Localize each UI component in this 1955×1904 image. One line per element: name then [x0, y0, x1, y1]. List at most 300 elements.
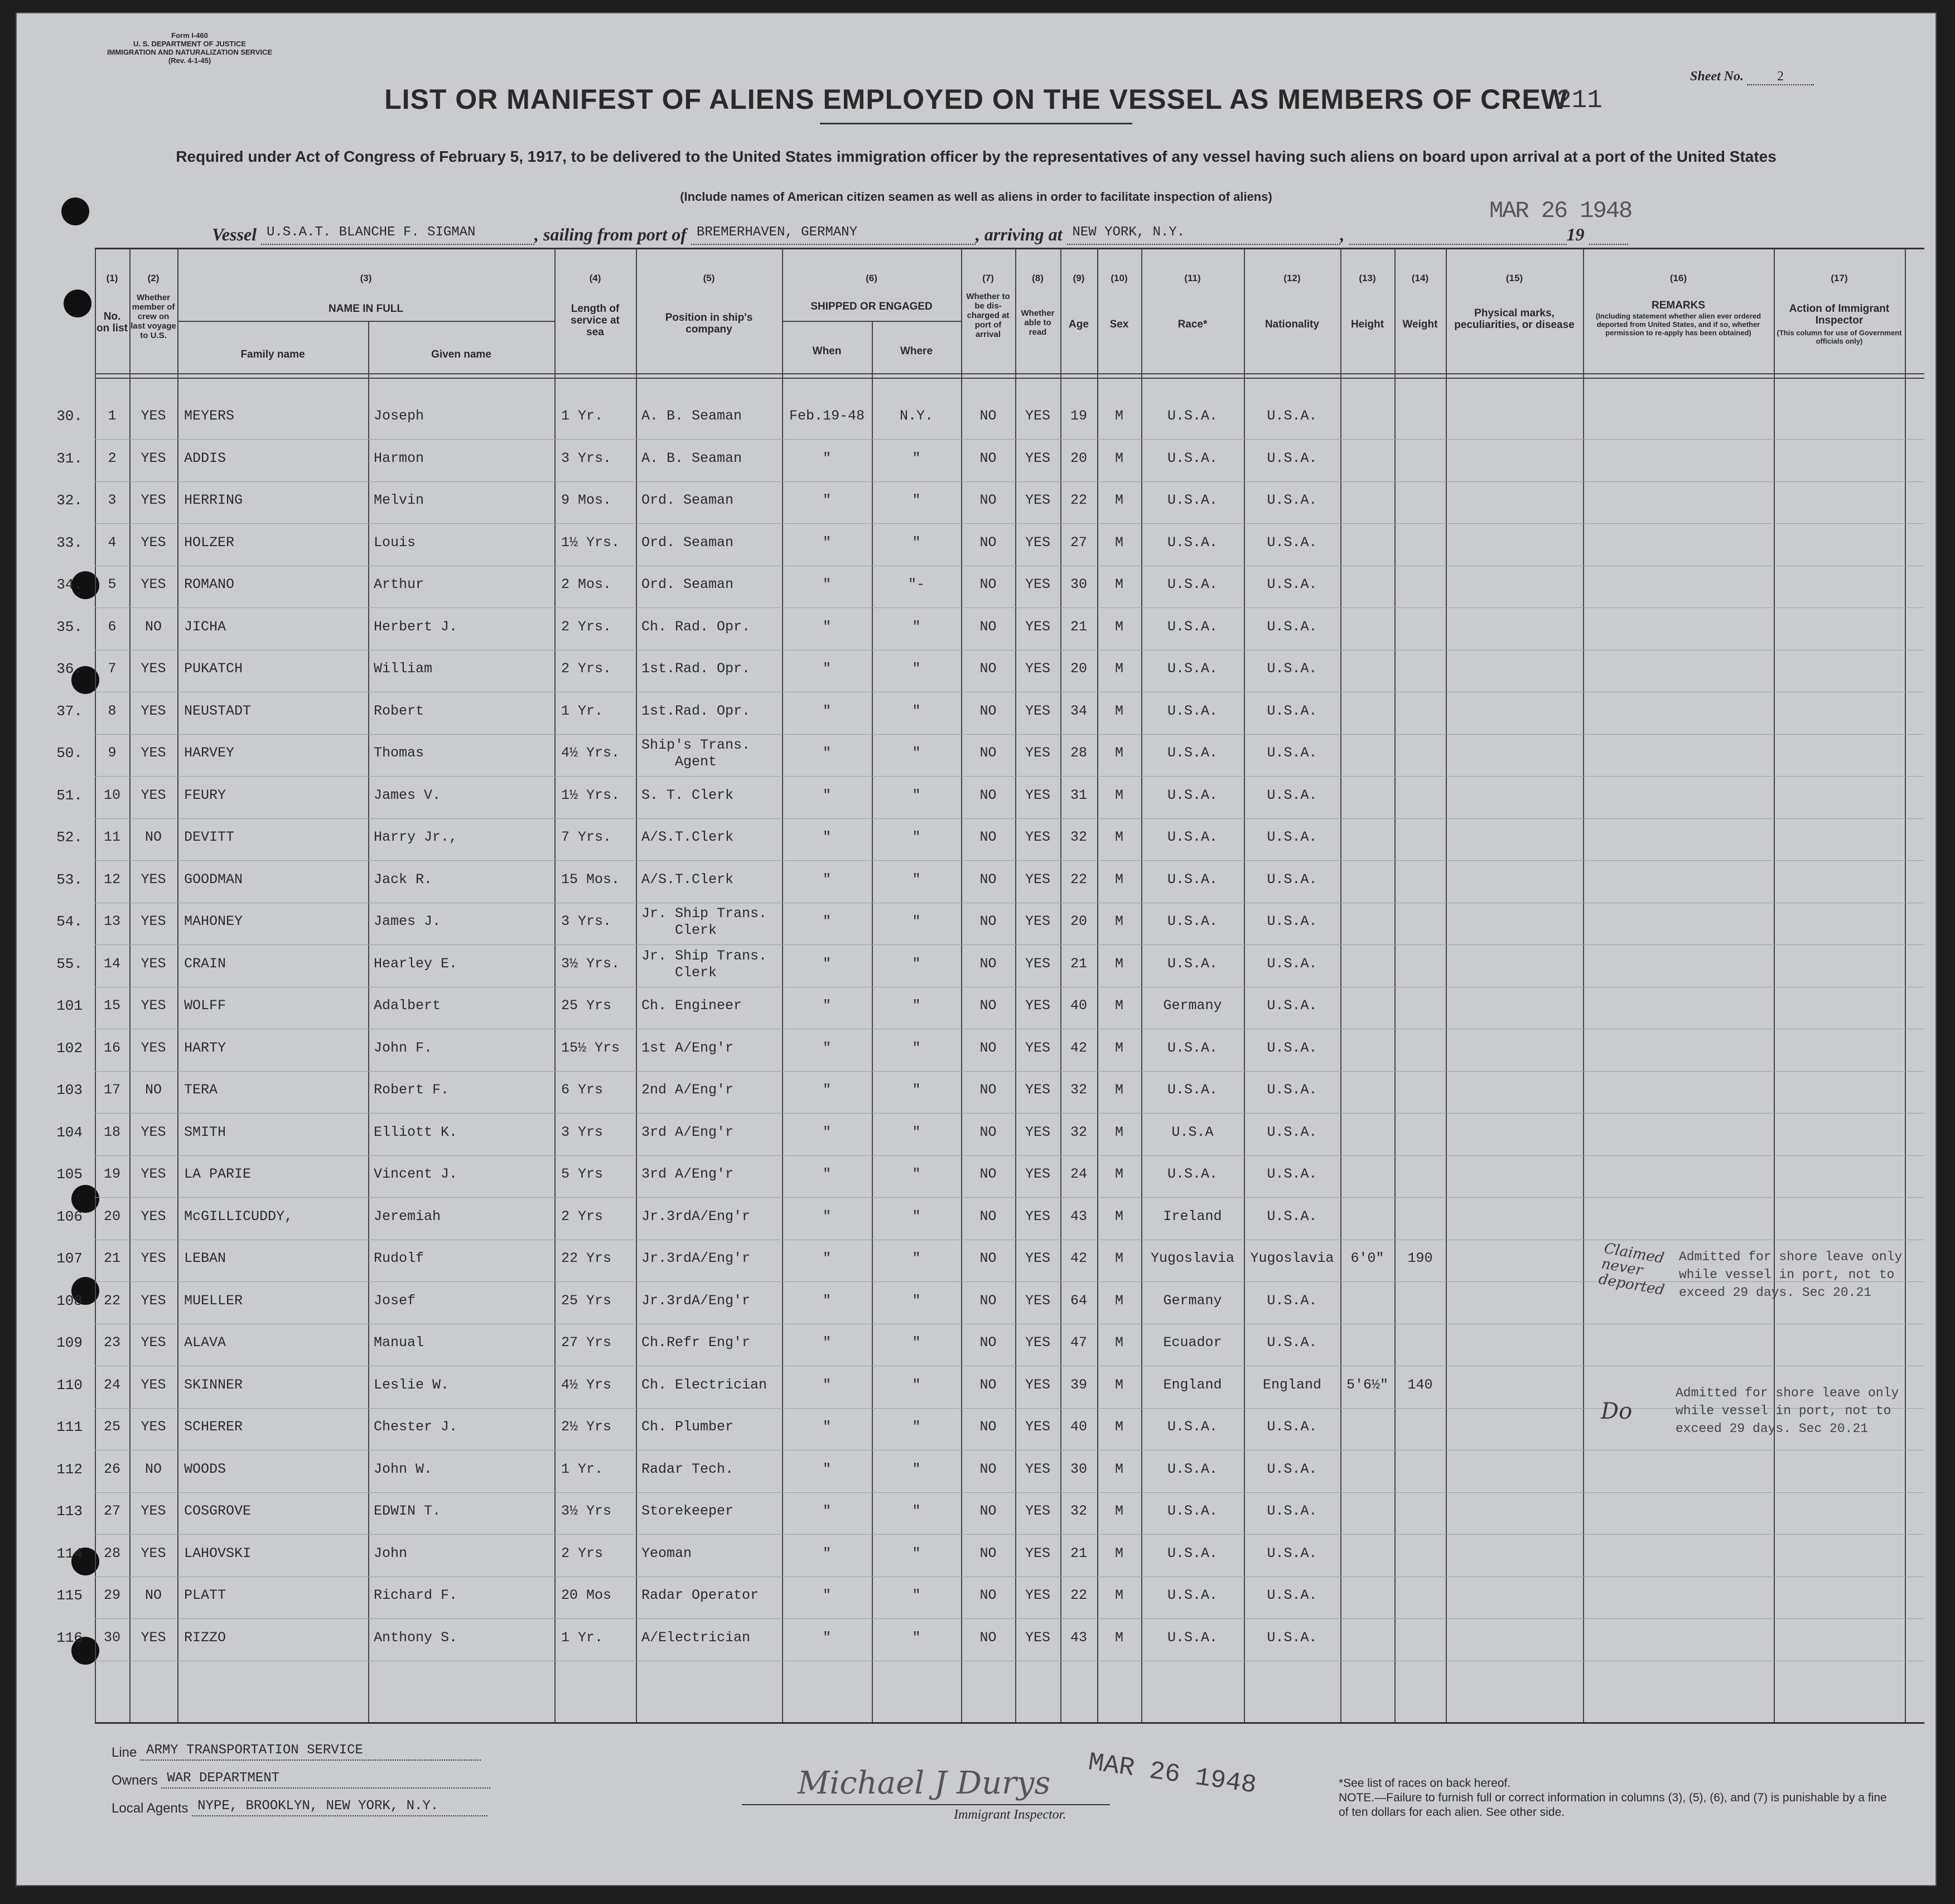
- year-label: 19: [1566, 224, 1585, 244]
- cell-race: U.S.A.: [1167, 576, 1218, 592]
- cell-given-name: Harmon: [374, 450, 424, 466]
- cell-age: 43: [1070, 1629, 1087, 1646]
- cell-family-name: MAHONEY: [184, 913, 243, 929]
- cell-length-service: 2 Yrs: [561, 1208, 604, 1225]
- cell-discharged: NO: [979, 1039, 997, 1056]
- cell-where: "-: [907, 576, 925, 592]
- table-row: [56, 1493, 1924, 1535]
- cell-age: 32: [1070, 1082, 1087, 1098]
- cell-age: 22: [1070, 492, 1087, 508]
- cell-position: Jr.3rdA/Eng'r: [641, 1250, 751, 1266]
- cell-length-service: 6 Yrs: [561, 1082, 604, 1098]
- cell-family-name: PUKATCH: [184, 661, 243, 677]
- inspector-label: Immigrant Inspector.: [954, 1807, 1066, 1822]
- left-margin-number: 54.: [56, 913, 83, 930]
- cell-given-name: Richard F.: [374, 1587, 458, 1603]
- cell-able-read: YES: [1025, 1292, 1050, 1309]
- cell-length-service: 2 Yrs.: [561, 618, 612, 635]
- cell-when: ": [822, 829, 831, 845]
- cell-discharged: NO: [979, 1460, 997, 1477]
- cell-given-name: Robert F.: [374, 1082, 450, 1098]
- agents-label: Local Agents: [112, 1801, 189, 1816]
- table-row: [56, 398, 1924, 440]
- cell-position: Ch. Electrician: [641, 1376, 767, 1393]
- cell-race: U.S.A: [1171, 1124, 1214, 1140]
- cell-given-name: Hearley E.: [374, 955, 458, 972]
- table-row: [56, 1030, 1924, 1072]
- cell-where: ": [912, 1460, 921, 1477]
- table-row: [56, 650, 1924, 692]
- cell-age: 47: [1070, 1334, 1087, 1351]
- cell-family-name: LEBAN: [184, 1250, 226, 1266]
- cell-nationality: U.S.A.: [1267, 576, 1317, 592]
- cell-able-read: YES: [1025, 955, 1050, 972]
- cell-length-service: 7 Yrs.: [561, 829, 612, 845]
- cell-where: ": [912, 492, 921, 508]
- cell-position-line: Clerk: [675, 922, 717, 938]
- header-nationality: Nationality: [1264, 319, 1320, 330]
- table-row: [56, 987, 1924, 1029]
- header-action: Action of Immigrant Inspector: [1789, 303, 1890, 326]
- cell-when: ": [822, 1208, 831, 1225]
- cell-where: ": [912, 787, 921, 803]
- cell-family-name: TERA: [184, 1082, 218, 1098]
- table-row: [56, 1198, 1924, 1240]
- colnum-4: (4): [589, 273, 601, 283]
- cell-when: ": [822, 787, 831, 803]
- cell-race: U.S.A.: [1167, 1082, 1218, 1098]
- cell-race: U.S.A.: [1167, 661, 1218, 677]
- cell-discharged: NO: [979, 1545, 997, 1561]
- cell-no: 26: [103, 1460, 120, 1477]
- cell-age: 34: [1070, 702, 1087, 719]
- cell-position-line: Clerk: [675, 964, 717, 981]
- cell-when: ": [822, 1419, 831, 1435]
- cell-position-line: Agent: [675, 754, 717, 770]
- cell-age: 40: [1070, 997, 1087, 1014]
- cell-where: ": [912, 1166, 921, 1182]
- cell-nationality: U.S.A.: [1267, 702, 1317, 719]
- cell-age: 21: [1070, 1545, 1087, 1561]
- cell-sex: M: [1114, 871, 1123, 888]
- owners-value: WAR DEPARTMENT: [161, 1771, 490, 1789]
- cell-age: 42: [1070, 1250, 1087, 1266]
- cell-discharged: NO: [979, 661, 997, 677]
- remark-typed: [1676, 1384, 1899, 1438]
- cell-length-service: 27 Yrs: [561, 1334, 612, 1351]
- cell-race: U.S.A.: [1167, 745, 1218, 761]
- left-margin-number: 37.: [56, 702, 83, 720]
- cell-discharged: NO: [979, 1166, 997, 1182]
- cell-age: 39: [1070, 1376, 1087, 1393]
- cell-nationality: U.S.A.: [1267, 1082, 1317, 1098]
- cell-no: 6: [108, 618, 117, 635]
- colnum-11: (11): [1184, 273, 1201, 283]
- cell-crew-member: YES: [141, 1292, 166, 1309]
- cell-given-name: Jack R.: [374, 871, 433, 888]
- cell-when: ": [822, 1039, 831, 1056]
- cell-where: ": [912, 1334, 921, 1351]
- cell-race: U.S.A.: [1167, 955, 1218, 972]
- cell-family-name: CRAIN: [184, 955, 226, 972]
- header-position: Position in ship's company: [665, 312, 753, 335]
- cell-sex: M: [1114, 408, 1123, 424]
- cell-given-name: Elliott K.: [374, 1124, 458, 1140]
- cell-sex: M: [1114, 829, 1123, 845]
- cell-where: ": [912, 702, 921, 719]
- cell-position: Radar Tech.: [641, 1460, 734, 1477]
- left-margin-number: 112: [56, 1460, 83, 1478]
- cell-nationality: U.S.A.: [1267, 829, 1317, 845]
- header-shipped: SHIPPED OR ENGAGED: [810, 301, 933, 312]
- cell-race: U.S.A.: [1167, 450, 1218, 466]
- colnum-10: (10): [1111, 273, 1128, 283]
- cell-position: Ord. Seaman: [641, 492, 734, 508]
- cell-discharged: NO: [979, 745, 997, 761]
- cell-given-name: Louis: [374, 534, 416, 551]
- cell-crew-member: NO: [144, 1460, 162, 1477]
- cell-position: 1st.Rad. Opr.: [641, 661, 751, 677]
- cell-family-name: MUELLER: [184, 1292, 243, 1309]
- cell-when: ": [822, 1292, 831, 1309]
- left-margin-number: 116: [56, 1629, 83, 1646]
- cell-crew-member: YES: [141, 1629, 166, 1646]
- cell-nationality: U.S.A.: [1267, 871, 1317, 888]
- cell-family-name: RIZZO: [184, 1629, 226, 1646]
- cell-able-read: YES: [1025, 787, 1050, 803]
- cell-sex: M: [1114, 1587, 1123, 1603]
- cell-given-name: Manual: [374, 1334, 424, 1351]
- cell-crew-member: NO: [144, 1587, 162, 1603]
- cell-where: ": [912, 450, 921, 466]
- cell-position: 3rd A/Eng'r: [641, 1166, 734, 1182]
- left-margin-number: 53.: [56, 871, 83, 888]
- colnum-8: (8): [1032, 273, 1044, 283]
- cell-sex: M: [1114, 745, 1123, 761]
- footer-line: [112, 1743, 481, 1761]
- cell-no: 14: [103, 955, 120, 972]
- cell-length-service: 4½ Yrs.: [561, 745, 620, 761]
- cell-family-name: HERRING: [184, 492, 243, 508]
- cell-discharged: NO: [979, 787, 997, 803]
- header-crew-member: Whether member of crew on last voyage to U.S.: [131, 293, 176, 340]
- cell-given-name: Rudolf: [374, 1250, 424, 1266]
- cell-length-service: 2 Mos.: [561, 576, 612, 592]
- cell-position: [641, 905, 782, 939]
- cell-discharged: NO: [979, 534, 997, 551]
- left-margin-number: 50.: [56, 745, 83, 761]
- agents-value: NYPE, BROOKLYN, NEW YORK, N.Y.: [192, 1799, 487, 1816]
- left-margin-number: 104: [56, 1124, 83, 1141]
- cell-family-name: GOODMAN: [184, 871, 243, 888]
- remark-line: exceed 29 days. Sec 20.21: [1679, 1285, 1872, 1300]
- cell-able-read: YES: [1025, 1250, 1050, 1266]
- sailing-label: , sailing from port of: [534, 224, 687, 244]
- cell-given-name: James V.: [374, 787, 441, 803]
- cell-age: 21: [1070, 955, 1087, 972]
- vessel-name: U.S.A.T. BLANCHE F. SIGMAN: [261, 225, 534, 245]
- cell-discharged: NO: [979, 1082, 997, 1098]
- left-margin-number: 109: [56, 1334, 83, 1351]
- header-family-name: Family name: [240, 349, 305, 360]
- cell-sex: M: [1114, 1208, 1123, 1225]
- header-where: Where: [900, 345, 933, 357]
- cell-when: ": [822, 1250, 831, 1266]
- cell-able-read: YES: [1025, 702, 1050, 719]
- table-row: [56, 1156, 1924, 1198]
- cell-family-name: FEURY: [184, 787, 226, 803]
- cell-crew-member: YES: [141, 702, 166, 719]
- cell-family-name: WOLFF: [184, 997, 226, 1014]
- cell-able-read: YES: [1025, 1545, 1050, 1561]
- cell-nationality: U.S.A.: [1267, 745, 1317, 761]
- cell-given-name: Joseph: [374, 408, 424, 424]
- cell-when: ": [822, 1460, 831, 1477]
- note-label: NOTE.: [1339, 1791, 1375, 1804]
- cell-sex: M: [1114, 1334, 1123, 1351]
- cell-length-service: 1½ Yrs.: [561, 787, 620, 803]
- cell-discharged: NO: [979, 1292, 997, 1309]
- cell-no: 11: [103, 829, 120, 845]
- cell-position: A. B. Seaman: [641, 408, 742, 424]
- remark-handwritten-ditto: Do: [1601, 1399, 1633, 1424]
- cell-length-service: 3 Yrs.: [561, 450, 612, 466]
- punch-hole: [61, 197, 89, 225]
- cell-no: 18: [103, 1124, 120, 1140]
- cell-no: 8: [108, 702, 117, 719]
- cell-family-name: NEUSTADT: [184, 702, 252, 719]
- cell-crew-member: YES: [141, 997, 166, 1014]
- table-row: [56, 1409, 1924, 1450]
- cell-given-name: Harry Jr.,: [374, 829, 458, 845]
- table-row: [56, 482, 1924, 524]
- cell-race: U.S.A.: [1167, 1419, 1218, 1435]
- cell-position: Yeoman: [641, 1545, 692, 1561]
- cell-family-name: PLATT: [184, 1587, 226, 1603]
- table-row: [56, 693, 1924, 735]
- cell-race: U.S.A.: [1167, 1460, 1218, 1477]
- table-row: [56, 609, 1924, 650]
- cell-where: ": [912, 1292, 921, 1309]
- cell-race: U.S.A.: [1167, 1166, 1218, 1182]
- cell-no: 19: [103, 1166, 120, 1182]
- cell-no: 17: [103, 1082, 120, 1098]
- cell-when: ": [822, 745, 831, 761]
- cell-race: U.S.A.: [1167, 871, 1218, 888]
- cell-length-service: 1 Yr.: [561, 1460, 604, 1477]
- cell-where: ": [912, 1250, 921, 1266]
- cell-where: ": [912, 661, 921, 677]
- cell-where: ": [912, 1629, 921, 1646]
- cell-able-read: YES: [1025, 1082, 1050, 1098]
- cell-sex: M: [1114, 661, 1123, 677]
- cell-sex: M: [1114, 1419, 1123, 1435]
- cell-discharged: NO: [979, 1419, 997, 1435]
- cell-age: 32: [1070, 1124, 1087, 1140]
- cell-family-name: McGILLICUDDY,: [184, 1208, 293, 1225]
- cell-no: 9: [108, 745, 117, 761]
- cell-age: 31: [1070, 787, 1087, 803]
- cell-able-read: YES: [1025, 492, 1050, 508]
- arriving-label: , arriving at: [975, 224, 1063, 244]
- header-remarks: REMARKS: [1651, 300, 1706, 311]
- left-margin-number: 35.: [56, 618, 83, 635]
- left-margin-number: 51.: [56, 787, 83, 804]
- table-row: [56, 903, 1924, 945]
- cell-no: 1: [108, 408, 117, 424]
- date-stamp: MAR 26 1948: [1489, 197, 1632, 224]
- header-height: Height: [1350, 319, 1384, 330]
- remark-typed: [1679, 1248, 1902, 1302]
- cell-able-read: YES: [1025, 534, 1050, 551]
- cell-position: Storekeeper: [641, 1503, 734, 1519]
- cell-crew-member: YES: [141, 1250, 166, 1266]
- cell-race: U.S.A.: [1167, 1545, 1218, 1561]
- cell-able-read: YES: [1025, 576, 1050, 592]
- header-when: When: [812, 345, 842, 357]
- signature-line: [742, 1804, 1110, 1805]
- header-action-sub: (This column for use of Government officials only): [1777, 329, 1902, 345]
- table-row: [56, 566, 1924, 608]
- cell-when: ": [822, 955, 831, 972]
- cell-when: ": [822, 1629, 831, 1646]
- cell-able-read: YES: [1025, 1587, 1050, 1603]
- cell-family-name: LA PARIE: [184, 1166, 252, 1182]
- cell-length-service: 3½ Yrs.: [561, 955, 620, 972]
- sheet-number-label: Sheet No.: [1690, 69, 1744, 84]
- cell-length-service: 25 Yrs: [561, 997, 612, 1014]
- cell-race: England: [1163, 1376, 1222, 1393]
- cell-length-service: 1 Yr.: [561, 1629, 604, 1646]
- punch-hole: [64, 290, 91, 317]
- header-able-read: Whether able to read: [1021, 309, 1055, 337]
- cell-race: Yugoslavia: [1150, 1250, 1235, 1266]
- penalty-note: [1339, 1791, 1896, 1820]
- cell-discharged: NO: [979, 618, 997, 635]
- cell-sex: M: [1114, 1292, 1123, 1309]
- cell-no: 10: [103, 787, 120, 803]
- cell-position: 1st A/Eng'r: [641, 1039, 734, 1056]
- cell-where: ": [912, 1503, 921, 1519]
- colnum-1: (1): [106, 273, 118, 283]
- cell-sex: M: [1114, 955, 1123, 972]
- cell-no: 20: [103, 1208, 120, 1225]
- cell-nationality: U.S.A.: [1267, 1124, 1317, 1140]
- cell-length-service: 3½ Yrs: [561, 1503, 612, 1519]
- cell-discharged: NO: [979, 492, 997, 508]
- cell-sex: M: [1114, 576, 1123, 592]
- cell-race: Germany: [1163, 997, 1222, 1014]
- cell-no: 29: [103, 1587, 120, 1603]
- cell-length-service: 2 Yrs: [561, 1545, 604, 1561]
- cell-position: S. T. Clerk: [641, 787, 734, 803]
- cell-able-read: YES: [1025, 1124, 1050, 1140]
- cell-discharged: NO: [979, 829, 997, 845]
- cell-race: Germany: [1163, 1292, 1222, 1309]
- header-weight: Weight: [1402, 319, 1438, 330]
- cell-sex: M: [1114, 492, 1123, 508]
- cell-length-service: 4½ Yrs: [561, 1376, 612, 1393]
- form-number: Form I-460: [171, 31, 208, 40]
- cell-no: 30: [103, 1629, 120, 1646]
- title-rule: [820, 123, 1132, 124]
- left-margin-number: 34.: [56, 576, 83, 593]
- cell-discharged: NO: [979, 702, 997, 719]
- cell-family-name: ADDIS: [184, 450, 226, 466]
- cell-no: 7: [108, 661, 117, 677]
- cell-no: 12: [103, 871, 120, 888]
- remark-line: exceed 29 days. Sec 20.21: [1676, 1421, 1869, 1436]
- cell-where: ": [912, 1376, 921, 1393]
- cell-age: 42: [1070, 1039, 1087, 1056]
- cell-where: ": [912, 618, 921, 635]
- cell-when: ": [822, 1334, 831, 1351]
- cell-crew-member: YES: [141, 913, 166, 929]
- cell-when: ": [822, 1587, 831, 1603]
- cell-family-name: ROMANO: [184, 576, 235, 592]
- cell-given-name: Leslie W.: [374, 1376, 450, 1393]
- cell-nationality: Yugoslavia: [1250, 1250, 1334, 1266]
- cell-race: U.S.A.: [1167, 618, 1218, 635]
- cell-when: ": [822, 618, 831, 635]
- table-row: [56, 777, 1924, 819]
- left-margin-number: 52.: [56, 829, 83, 846]
- left-margin-number: 102: [56, 1039, 83, 1057]
- footer-agents: [112, 1799, 487, 1816]
- cell-crew-member: NO: [144, 618, 162, 635]
- cell-crew-member: YES: [141, 450, 166, 466]
- cell-position: 3rd A/Eng'r: [641, 1124, 734, 1140]
- left-margin-number: 106: [56, 1208, 83, 1225]
- cell-position: Ord. Seaman: [641, 576, 734, 592]
- cell-nationality: U.S.A.: [1267, 1629, 1317, 1646]
- cell-family-name: HOLZER: [184, 534, 235, 551]
- cell-weight: 140: [1407, 1376, 1433, 1393]
- cell-family-name: DEVITT: [184, 829, 235, 845]
- cell-position: A. B. Seaman: [641, 450, 742, 466]
- cell-able-read: YES: [1025, 450, 1050, 466]
- note-text: —Failure to furnish full or correct information in columns (3), (5), (6), and (7) is punishable by a fine of ten dollars for each alien. See other side.: [1339, 1791, 1887, 1819]
- cell-crew-member: YES: [141, 871, 166, 888]
- remark-line: while vessel in port, not to: [1679, 1267, 1895, 1282]
- cell-sex: M: [1114, 618, 1123, 635]
- cell-when: ": [822, 871, 831, 888]
- cell-no: 4: [108, 534, 117, 551]
- cell-sex: M: [1114, 787, 1123, 803]
- cell-sex: M: [1114, 534, 1123, 551]
- cell-sex: M: [1114, 1460, 1123, 1477]
- cell-family-name: SCHERER: [184, 1419, 243, 1435]
- cell-height: 5'6½": [1346, 1376, 1388, 1393]
- cell-length-service: 1 Yr.: [561, 408, 604, 424]
- cell-discharged: NO: [979, 1124, 997, 1140]
- left-margin-number: 103: [56, 1082, 83, 1098]
- manifest-sheet: [16, 12, 1937, 1886]
- sailing-port: BREMERHAVEN, GERMANY: [691, 225, 976, 245]
- cell-crew-member: YES: [141, 576, 166, 592]
- cell-where: ": [912, 1082, 921, 1098]
- cell-nationality: U.S.A.: [1267, 1334, 1317, 1351]
- cell-age: 19: [1070, 408, 1087, 424]
- cell-position: [641, 737, 782, 770]
- cell-race: Ireland: [1163, 1208, 1222, 1225]
- cell-race: U.S.A.: [1167, 534, 1218, 551]
- colnum-7: (7): [982, 273, 994, 283]
- cell-nationality: U.S.A.: [1267, 534, 1317, 551]
- left-margin-number: 30.: [56, 408, 83, 425]
- cell-position: Radar Operator: [641, 1587, 759, 1603]
- cell-when: ": [822, 661, 831, 677]
